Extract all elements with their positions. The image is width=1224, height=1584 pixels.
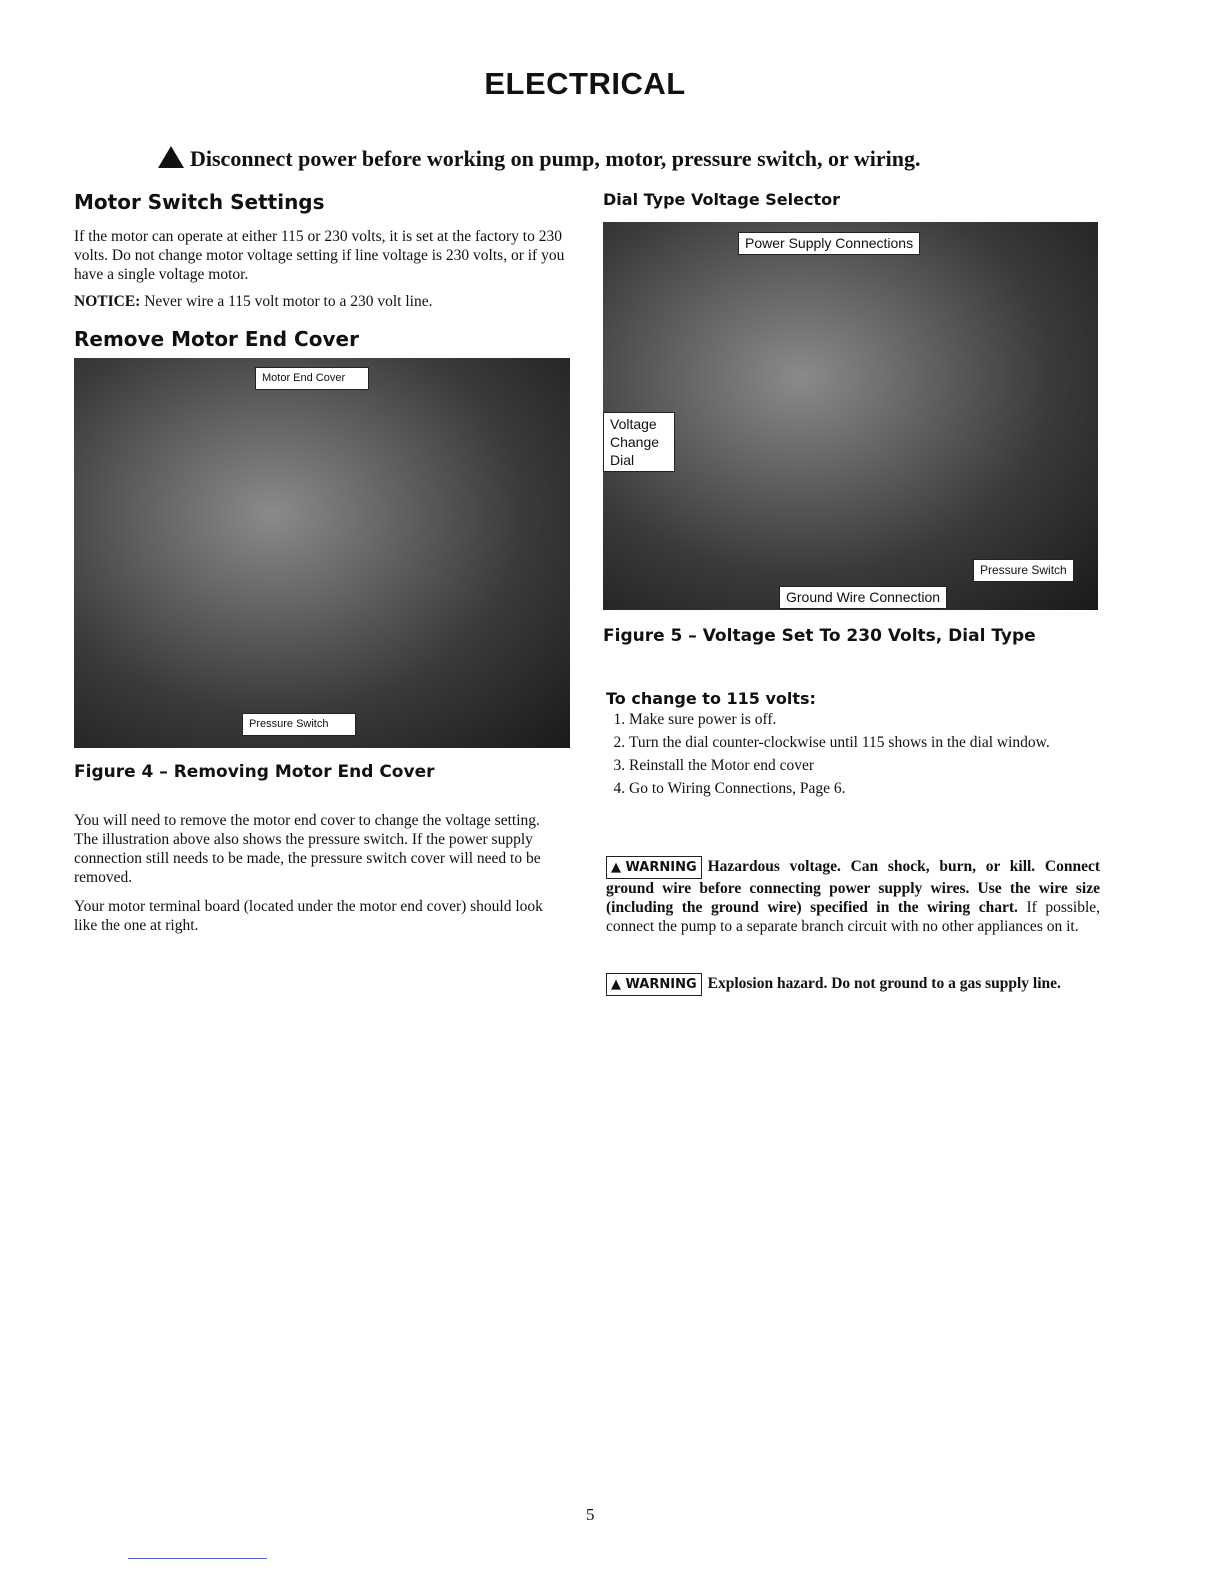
- notice-text: Never wire a 115 volt motor to a 230 volt line.: [140, 293, 433, 310]
- figure-5-caption: Figure 5 – Voltage Set To 230 Volts, Dial Type: [603, 626, 1036, 646]
- figure-4-caption: Figure 4 – Removing Motor End Cover: [74, 762, 435, 782]
- step: 2. Turn the dial counter-clockwise until 115 shows in the dial window.: [629, 733, 1099, 752]
- motor-switch-paragraph: If the motor can operate at either 115 or 230 volts, it is set at the factory to 230 volts. Do not change motor voltage setting if line voltage is 230 volts, or if you have a single voltage motor.: [74, 228, 565, 283]
- step: 4. Go to Wiring Connections, Page 6.: [629, 779, 1099, 798]
- heading-change-115: To change to 115 volts:: [606, 689, 816, 708]
- label-ground-wire-connection: Ground Wire Connection: [779, 586, 947, 609]
- label-pressure-switch: Pressure Switch: [973, 559, 1074, 582]
- label-voltage-change-dial: Voltage Change Dial: [603, 412, 675, 472]
- step: 3. Reinstall the Motor end cover: [629, 756, 1099, 775]
- notice-paragraph: [74, 292, 566, 311]
- label-power-supply-connections: Power Supply Connections: [738, 232, 920, 255]
- warning-badge: ▲ WARNING: [606, 856, 702, 879]
- page-number: 5: [586, 1505, 595, 1524]
- warning-badge: ▲ WARNING: [606, 973, 702, 996]
- warning-triangle-icon: [158, 146, 184, 168]
- warning-bold-text: Explosion hazard. Do not ground to a gas supply line.: [707, 975, 1061, 992]
- label-motor-end-cover: Motor End Cover: [255, 367, 369, 390]
- heading-motor-switch-settings: Motor Switch Settings: [74, 190, 325, 214]
- danger-notice: [158, 146, 921, 172]
- footer-rule: [128, 1558, 267, 1559]
- page-title: ELECTRICAL: [484, 66, 686, 101]
- steps-list: [603, 710, 1099, 802]
- heading-dial-voltage-selector: Dial Type Voltage Selector: [603, 190, 840, 209]
- warning-text: If possible, connect the pump to a separate branch circuit with no other appliances on it.: [606, 899, 1101, 935]
- figure-4-photo: [74, 358, 570, 748]
- end-cover-paragraph: You will need to remove the motor end cover to change the voltage setting. The illustration above also shows the pressure switch. If the power supply connection still needs to be made, the pressure switch cover will need to be removed.: [74, 812, 541, 886]
- warning-hazardous-voltage: [606, 856, 1100, 936]
- danger-text: Disconnect power before working on pump, motor, pressure switch, or wiring.: [190, 146, 921, 171]
- step: 1. Make sure power is off.: [629, 710, 1099, 729]
- figure-5-photo: [603, 222, 1098, 610]
- warning-explosion: [606, 973, 1100, 996]
- warning-bold-text: Hazardous voltage. Can shock, burn, or kill. Connect ground wire before connecting power supply wires. Use the wire size (including the ground wire) specified in the wiring chart.: [606, 858, 1100, 916]
- heading-remove-end-cover: Remove Motor End Cover: [74, 327, 359, 351]
- notice-label: NOTICE:: [74, 293, 141, 310]
- label-pressure-switch: Pressure Switch: [242, 713, 356, 736]
- terminal-board-paragraph: Your motor terminal board (located under the motor end cover) should look like the one at right.: [74, 898, 543, 934]
